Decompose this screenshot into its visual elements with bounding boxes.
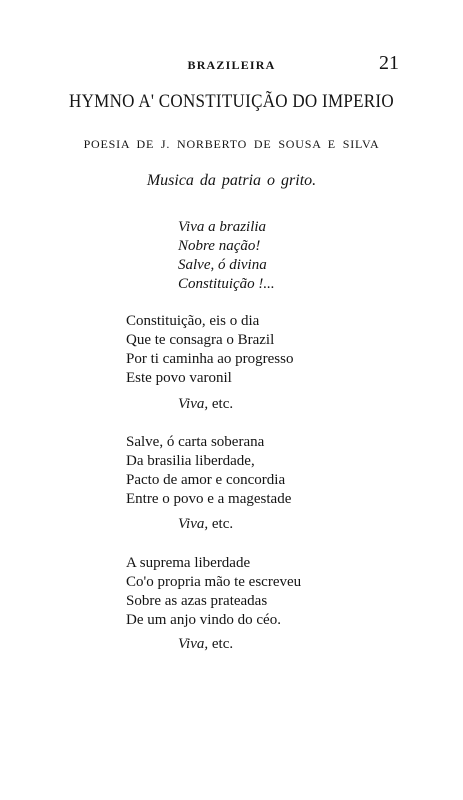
stanza	[126, 312, 293, 388]
verse-line: Salve, ó carta soberana	[126, 434, 265, 450]
verse-line: Por ti caminha ao progresso	[126, 351, 294, 367]
running-head: BRAZILEIRA	[187, 58, 276, 72]
chorus-word: Viva,	[178, 636, 209, 652]
stanza	[126, 433, 291, 509]
chorus-etc: etc.	[211, 636, 234, 652]
verse-line: De um anjo vindo do céo.	[126, 612, 281, 628]
refrain-line: Constituição !...	[178, 276, 275, 292]
refrain-line: Nobre nação!	[178, 238, 261, 254]
verse-line: Que te consagra o Brazil	[126, 332, 275, 348]
page-number: 21	[379, 52, 399, 74]
refrain	[178, 218, 275, 294]
verse-line: Pacto de amor e concordia	[126, 472, 286, 488]
refrain-line: Viva a brazilia	[178, 219, 267, 235]
chorus-cue	[178, 396, 233, 413]
music-note: Musica da patria o grito.	[146, 172, 317, 189]
verse-line: Constituição, eis o dia	[126, 313, 260, 329]
verse-line: Sobre as azas prateadas	[126, 593, 268, 609]
verse-line: Este povo varonil	[126, 370, 232, 386]
chorus-word: Viva,	[178, 396, 209, 412]
verse-line: Co'o propria mão te escreveu	[126, 574, 302, 590]
poem-title: HYMNO A' CONSTITUIÇÃO DO IMPERIO	[69, 92, 394, 112]
chorus-cue	[178, 636, 233, 653]
verse-line: Da brasilia liberdade,	[126, 453, 255, 469]
stanza	[126, 554, 301, 630]
chorus-cue	[178, 516, 233, 533]
chorus-etc: etc.	[211, 396, 234, 412]
chorus-word: Viva,	[178, 516, 209, 532]
poem-author: POESIA DE J. NORBERTO DE SOUSA E SILVA	[83, 137, 380, 151]
verse-line: A suprema liberdade	[126, 555, 251, 571]
refrain-line: Salve, ó divina	[178, 257, 267, 273]
chorus-etc: etc.	[211, 516, 234, 532]
verse-line: Entre o povo e a magestade	[126, 491, 292, 507]
